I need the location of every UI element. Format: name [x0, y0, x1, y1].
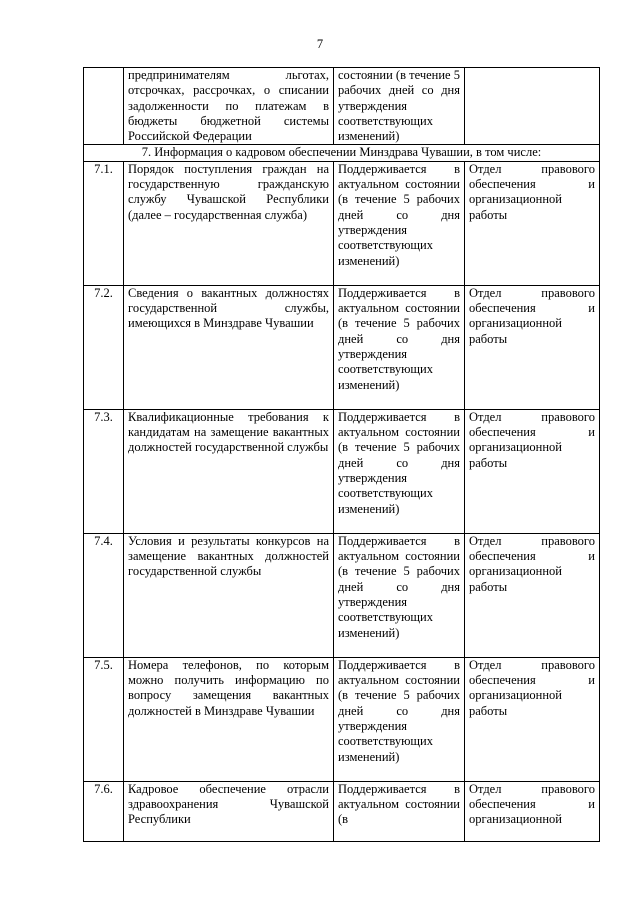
table-row-continued: [84, 68, 600, 145]
cell-term: Поддерживается в актуальном состоянии (в течение 5 рабочих дней со дня утверждения соответствующих изменений): [334, 161, 465, 285]
cell-name: Квалификационные требования к кандидатам на замещение вакантных должностей государственной службы: [124, 409, 334, 533]
cell-responsible: Отдел правового обеспечения и организационной работы: [465, 533, 600, 657]
cell-term: Поддерживается в актуальном состоянии (в течение 5 рабочих дней со дня утверждения соответствующих изменений): [334, 409, 465, 533]
cell-term: Поддерживается в актуальном состоянии (в: [334, 781, 465, 841]
section-title: 7. Информация о кадровом обеспечении Минздрава Чувашии, в том числе:: [84, 145, 600, 161]
cell-term: состоянии (в течение 5 рабочих дней со дня утверждения соответствующих изменений): [334, 68, 465, 145]
cell-num: [84, 68, 124, 145]
table-row: [84, 409, 600, 533]
table-row: [84, 533, 600, 657]
cell-name: Условия и результаты конкурсов на замещение вакантных должностей государственной службы: [124, 533, 334, 657]
section-header-row: [84, 145, 600, 161]
cell-num: 7.1.: [84, 161, 124, 285]
cell-responsible: Отдел правового обеспечения и организационной работы: [465, 285, 600, 409]
table-row: [84, 161, 600, 285]
page-number: 7: [316, 37, 324, 51]
cell-name: предпринимателям льготах, отсрочках, рассрочках, о списании задолженности по платежам в бюджеты бюджетной системы Российской Федерации: [124, 68, 334, 145]
cell-name: Кадровое обеспечение отрасли здравоохранения Чувашской Республики: [124, 781, 334, 841]
cell-term: Поддерживается в актуальном состоянии (в течение 5 рабочих дней со дня утверждения соответствующих изменений): [334, 285, 465, 409]
cell-num: 7.3.: [84, 409, 124, 533]
cell-responsible: Отдел правового обеспечения и организационной работы: [465, 409, 600, 533]
cell-responsible: Отдел правового обеспечения и организационной работы: [465, 161, 600, 285]
cell-responsible: [465, 68, 600, 145]
cell-term: Поддерживается в актуальном состоянии (в течение 5 рабочих дней со дня утверждения соответствующих изменений): [334, 657, 465, 781]
cell-name: Порядок поступления граждан на государственную гражданскую службу Чувашской Республики (далее – государственная служба): [124, 161, 334, 285]
cell-responsible: Отдел правового обеспечения и организационной работы: [465, 657, 600, 781]
cell-num: 7.6.: [84, 781, 124, 841]
table-row: [84, 781, 600, 841]
cell-name: Сведения о вакантных должностях государственной службы, имеющихся в Минздраве Чувашии: [124, 285, 334, 409]
info-table: [83, 67, 600, 842]
cell-num: 7.5.: [84, 657, 124, 781]
table-row: [84, 657, 600, 781]
cell-term: Поддерживается в актуальном состоянии (в течение 5 рабочих дней со дня утверждения соответствующих изменений): [334, 533, 465, 657]
cell-num: 7.2.: [84, 285, 124, 409]
cell-responsible: Отдел правового обеспечения и организационной: [465, 781, 600, 841]
table-row: [84, 285, 600, 409]
cell-name: Номера телефонов, по которым можно получить информацию по вопросу замещения вакантных должностей в Минздраве Чувашии: [124, 657, 334, 781]
cell-num: 7.4.: [84, 533, 124, 657]
